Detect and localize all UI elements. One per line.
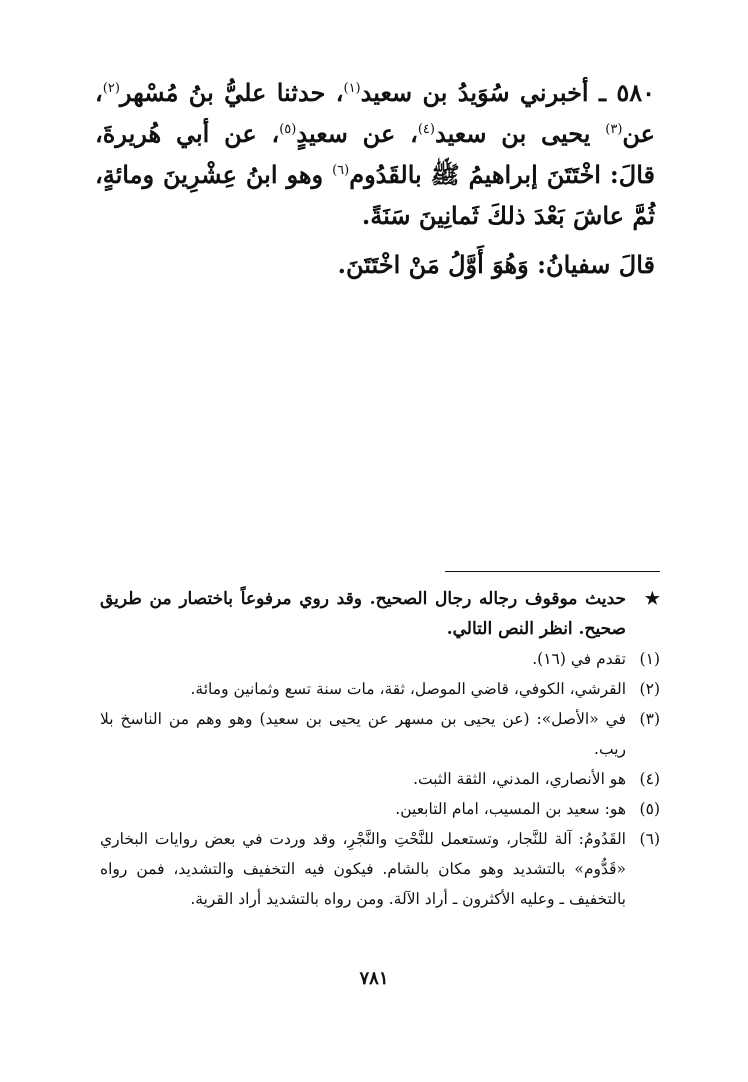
footnote-ref-4: (٤): [417, 122, 435, 137]
footnote-ref-1: (١): [343, 81, 361, 96]
star-marker: ★: [644, 589, 660, 609]
footnote-separator: [445, 571, 660, 572]
grading-text: حديث موقوف رجاله رجال الصحيح. وقد روي مرفوعاً باختصار من طريق صحيح. انظر النص التالي.: [100, 589, 626, 639]
footnote-ref-2: (٢): [102, 81, 120, 96]
footnotes: [100, 584, 660, 914]
grading-note: [100, 584, 660, 644]
footnote-3: (٣) في «الأصل»: (عن يحيى بن مسهر عن يحيى بن سعيد) وهو وهم من الناسخ بلا ريب.: [100, 710, 660, 758]
footnote-1: (١) تقدم في (١٦).: [532, 650, 660, 668]
footnote-6: (٦) القَدُومُ: آلة للنَّجار، وتستعمل للنَّحْتِ والنَّجْرِ، وقد وردت في بعض روايات البخاري «قَدُّوم» بالتشديد وهو مكان بالشام. فيكون فيه التخفيف والتشديد، فمن رواه بالتخفيف ـ وعليه الأكثرون ـ أراد الآلة. ومن رواه بالتشديد أراد القرية.: [100, 830, 660, 908]
hadith-block: [95, 72, 655, 285]
hadith-text: ٥٨٠ ـ أخبرني سُوَيدُ بن سعيد$^{(١)}$، حدثنا عليُّ بنُ مُسْهر$^{(٢)}$، عن$^{(٣)}$ يحيى بن سعيد$^{(٤)}$، عن سعيدٍ$^{(٥)}$، عن أبي هُريرةَ، قالَ: اخْتَتَنَ إبراهيمُ ﷺ بالقَدُوم$^{(٦)}$ وهو ابنُ عِشْرِينَ ومائةٍ، ثُمَّ عاشَ بَعْدَ ذلكَ ثَمانِينَ سَنَةً.: [95, 78, 656, 230]
footnote-ref-3: (٣): [605, 122, 623, 137]
page-number: ٧٨١: [359, 968, 389, 989]
footnote-4: (٤) هو الأنصاري، المدني، الثقة الثبت.: [413, 770, 660, 788]
hadith-number: ٥٨٠: [616, 78, 656, 107]
sufyan-quote: قالَ سفيانُ: وَهُوَ أَوَّلُ مَنْ اخْتَتَنَ.: [337, 250, 655, 279]
footnote-ref-6: (٦): [332, 163, 350, 178]
footnote-2: (٢) القرشي، الكوفي، قاضي الموصل، ثقة، مات سنة تسع وثمانين ومائة.: [190, 680, 660, 698]
footnote-ref-5: (٥): [279, 122, 297, 137]
footnote-5: (٥) هو: سعيد بن المسيب، امام التابعين.: [395, 800, 660, 818]
